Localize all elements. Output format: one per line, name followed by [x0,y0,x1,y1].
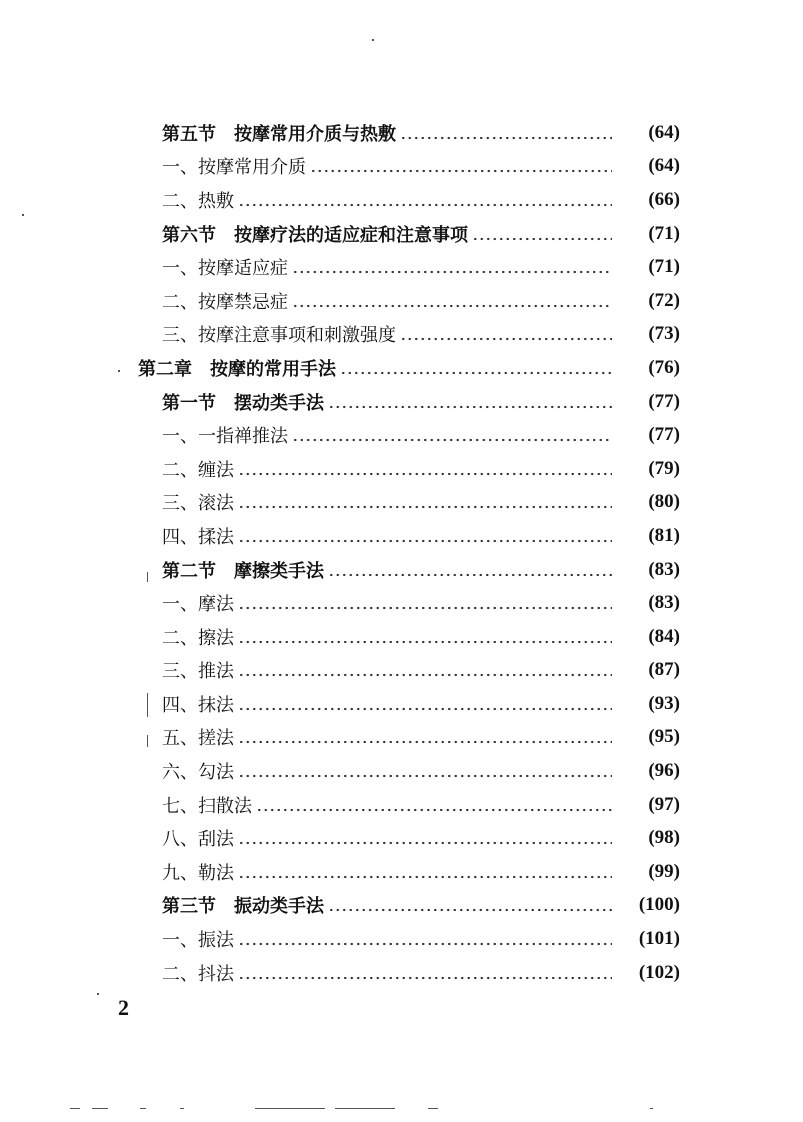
toc-entry [0,519,803,553]
scan-speck [255,1108,325,1109]
dot-leader [310,169,612,173]
toc-entry-title: 第三节 振动类手法 [162,896,324,918]
toc-entry [0,217,803,251]
toc-entry-title: 第二章 按摩的常用手法 [138,358,336,380]
toc-entry-page: (93) [648,692,680,714]
toc-entry-page: (72) [648,289,680,311]
scan-speck [118,370,120,372]
toc-entry-title: 一、一指禅推法 [162,426,288,448]
scan-speck [428,1108,438,1109]
scan-speck [180,1108,184,1109]
toc-entry-title: 一、按摩常用介质 [162,157,306,179]
toc-entry [0,956,803,990]
toc-entry [0,586,803,620]
toc-entry [0,150,803,184]
toc-entry-page: (83) [648,592,680,614]
scan-speck [147,693,148,717]
dot-leader [238,606,612,610]
dot-leader [292,270,612,274]
dot-leader [328,908,612,912]
scan-speck [140,1108,146,1109]
toc-entry-title: 三、推法 [162,661,234,683]
toc-entry-title: 第二节 摩擦类手法 [162,560,324,582]
toc-entry-title: 二、按摩禁忌症 [162,291,288,313]
dot-leader [328,573,612,577]
toc-entry-page: (79) [648,457,680,479]
toc-entry-page: (102) [638,961,680,983]
page-number: 2 [118,995,129,1020]
toc-entry-title: 三、按摩注意事项和刺激强度 [162,325,396,347]
toc-entry [0,821,803,855]
scan-speck [92,1108,108,1109]
dot-leader [238,505,612,509]
scan-speck [335,1108,395,1109]
toc-entry-page: (100) [638,894,680,916]
toc-entry-page: (81) [648,524,680,546]
dot-leader [238,841,612,845]
dot-leader [328,405,612,409]
toc-entry-title: 一、摩法 [162,594,234,616]
toc-entry-title: 第六节 按摩疗法的适应症和注意事项 [162,224,468,246]
toc-entry-page: (80) [648,491,680,513]
scan-speck [97,993,99,995]
dot-leader [238,539,612,543]
toc-entry-page: (64) [648,155,680,177]
toc-entry-title: 二、缠法 [162,459,234,481]
toc-entry-page: (73) [648,323,680,345]
scan-speck [372,39,374,41]
toc-entry [0,687,803,721]
scan-speck [147,572,148,582]
toc-entry [0,351,803,385]
toc-entry [0,418,803,452]
toc-entry [0,250,803,284]
dot-leader [400,136,612,140]
toc-entry-page: (77) [648,390,680,412]
toc-entry-title: 六、勾法 [162,762,234,784]
toc-entry-page: (87) [648,659,680,681]
toc-entry-page: (101) [638,928,680,950]
toc-entry-page: (71) [648,222,680,244]
toc-entry-title: 四、揉法 [162,526,234,548]
toc-entry [0,855,803,889]
toc-entry-title: 五、搓法 [162,728,234,750]
toc-entry-title: 一、振法 [162,930,234,952]
toc-entry [0,754,803,788]
toc-entry [0,486,803,520]
toc-entry [0,183,803,217]
scan-speck [70,1108,80,1109]
toc-entry-title: 二、热敷 [162,190,234,212]
toc-entry-page: (97) [648,793,680,815]
toc-entry-page: (95) [648,726,680,748]
toc-entry-page: (64) [648,121,680,143]
toc-entry-title: 九、勒法 [162,862,234,884]
dot-leader [256,808,612,812]
toc-entry-page: (96) [648,760,680,782]
toc-entry-page: (99) [648,860,680,882]
toc-entry-page: (76) [648,356,680,378]
dot-leader [238,976,612,980]
toc-entry [0,116,803,150]
toc-entry [0,788,803,822]
toc-entry-title: 七、扫散法 [162,795,252,817]
toc-entry-title: 二、擦法 [162,627,234,649]
dot-leader [400,337,612,341]
toc-entry-page: (98) [648,827,680,849]
toc-entry [0,452,803,486]
toc-entry [0,889,803,923]
toc-entry-page: (66) [648,188,680,210]
toc-entry [0,385,803,419]
toc-entry-title: 一、按摩适应症 [162,258,288,280]
dot-leader [238,203,612,207]
dot-leader [238,774,612,778]
toc-entry [0,620,803,654]
dot-leader [238,640,612,644]
dot-leader [238,707,612,711]
toc-entry [0,654,803,688]
scan-speck [650,1108,653,1109]
dot-leader [472,237,612,241]
toc-entry-page: (83) [648,558,680,580]
toc-entry [0,922,803,956]
dot-leader [238,875,612,879]
toc-entry-page: (71) [648,256,680,278]
toc-entry-page: (84) [648,625,680,647]
toc-entry-title: 八、刮法 [162,829,234,851]
toc-entry [0,318,803,352]
dot-leader [292,304,612,308]
dot-leader [340,371,612,375]
dot-leader [238,942,612,946]
toc-entry-page: (77) [648,424,680,446]
toc-entry-title: 第五节 按摩常用介质与热敷 [162,123,396,145]
toc-entry-title: 第一节 摆动类手法 [162,392,324,414]
scan-speck [147,735,148,747]
toc-entry [0,284,803,318]
dot-leader [238,673,612,677]
toc-entry [0,553,803,587]
scan-speck [22,214,24,216]
table-of-contents [0,116,803,989]
toc-entry-title: 四、抹法 [162,694,234,716]
dot-leader [238,740,612,744]
dot-leader [238,472,612,476]
dot-leader [292,438,612,442]
toc-entry-title: 三、滚法 [162,493,234,515]
toc-entry [0,721,803,755]
toc-entry-title: 二、抖法 [162,963,234,985]
